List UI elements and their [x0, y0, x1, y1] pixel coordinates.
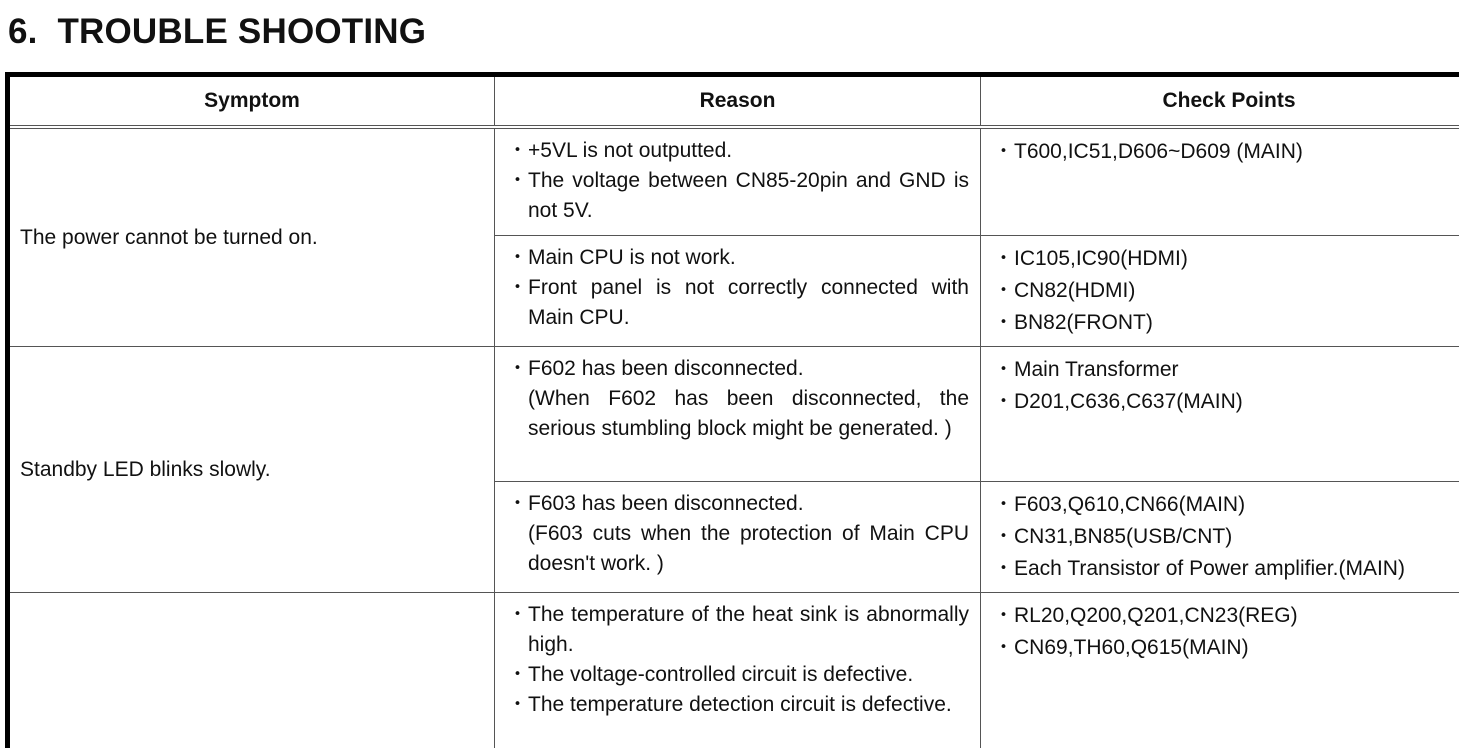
check-item [993, 307, 1459, 339]
reason-text: The temperature detection circuit is defective. [528, 693, 952, 716]
check-item [993, 386, 1459, 418]
reason-note: (When F602 has been disconnected, the serious stumbling block might be generated. ) [528, 387, 969, 440]
check-cell [981, 347, 1459, 482]
page-title: 6. TROUBLE SHOOTING [8, 12, 427, 51]
reason-cell [495, 347, 981, 482]
bullet-icon: ・ [507, 693, 528, 716]
check-item [993, 600, 1459, 632]
table-row [8, 127, 1459, 236]
check-text: F603,Q610,CN66(MAIN) [1014, 493, 1246, 516]
check-item [993, 243, 1459, 275]
table-row [8, 593, 1459, 748]
bullet-icon: ・ [507, 169, 528, 192]
reason-item [507, 273, 969, 333]
bullet-icon: ・ [507, 139, 528, 162]
reason-cell [495, 593, 981, 748]
header-symptom: Symptom [8, 75, 495, 128]
check-text: D201,C636,C637(MAIN) [1014, 390, 1243, 413]
bullet-icon: ・ [507, 492, 528, 515]
check-text: T600,IC51,D606~D609 (MAIN) [1014, 140, 1303, 163]
reason-note: (F603 cuts when the protection of Main CPU doesn't work. ) [528, 522, 969, 575]
bullet-icon: ・ [993, 311, 1014, 334]
bullet-icon: ・ [993, 140, 1014, 163]
reason-text: Main CPU is not work. [528, 246, 736, 269]
bullet-icon: ・ [993, 604, 1014, 627]
check-item [993, 521, 1459, 553]
bullet-icon: ・ [507, 603, 528, 626]
check-item [993, 275, 1459, 307]
table-row [8, 347, 1459, 482]
bullet-icon: ・ [507, 663, 528, 686]
header-reason: Reason [495, 75, 981, 128]
reason-text: F602 has been disconnected. [528, 357, 804, 380]
reason-item [507, 243, 969, 273]
header-check-points: Check Points [981, 75, 1459, 128]
check-cell [981, 482, 1459, 593]
bullet-icon: ・ [993, 525, 1014, 548]
reason-text: F603 has been disconnected. [528, 492, 804, 515]
reason-item [507, 690, 969, 720]
check-cell [981, 593, 1459, 748]
bullet-icon: ・ [993, 636, 1014, 659]
reason-text: The voltage-controlled circuit is defective. [528, 663, 914, 686]
reason-item [507, 489, 969, 579]
check-item [993, 632, 1459, 664]
check-text: Main Transformer [1014, 358, 1179, 381]
bullet-icon: ・ [993, 557, 1014, 580]
troubleshooting-table [5, 72, 1459, 748]
reason-item [507, 136, 969, 166]
reason-cell [495, 236, 981, 347]
reason-cell [495, 482, 981, 593]
reason-item [507, 354, 969, 444]
bullet-icon: ・ [507, 357, 528, 380]
check-text: CN31,BN85(USB/CNT) [1014, 525, 1233, 548]
check-item [993, 354, 1459, 386]
check-item [993, 553, 1459, 585]
header-row [8, 75, 1459, 128]
check-item [993, 136, 1459, 168]
symptom-cell: Standby LED blinks slowly. [8, 347, 495, 593]
reason-text: The voltage between CN85-20pin and GND is not 5V. [528, 169, 969, 222]
check-text: CN69,TH60,Q615(MAIN) [1014, 636, 1249, 659]
reason-text: The temperature of the heat sink is abnormally high. [528, 603, 969, 656]
check-cell [981, 236, 1459, 347]
bullet-icon: ・ [993, 247, 1014, 270]
check-text: BN82(FRONT) [1014, 311, 1153, 334]
bullet-icon: ・ [993, 358, 1014, 381]
reason-item [507, 166, 969, 226]
bullet-icon: ・ [507, 276, 528, 299]
check-item [993, 489, 1459, 521]
check-text: Each Transistor of Power amplifier.(MAIN) [1014, 557, 1405, 580]
check-text: IC105,IC90(HDMI) [1014, 247, 1188, 270]
reason-item [507, 600, 969, 660]
check-text: CN82(HDMI) [1014, 279, 1136, 302]
bullet-icon: ・ [993, 493, 1014, 516]
bullet-icon: ・ [993, 279, 1014, 302]
symptom-cell: The power cannot be turned on. [8, 127, 495, 347]
symptom-cell [8, 593, 495, 748]
reason-cell [495, 127, 981, 236]
reason-item [507, 660, 969, 690]
reason-text: Front panel is not correctly connected with Main CPU. [528, 276, 969, 329]
bullet-icon: ・ [993, 390, 1014, 413]
check-text: RL20,Q200,Q201,CN23(REG) [1014, 604, 1298, 627]
check-cell [981, 127, 1459, 236]
reason-text: +5VL is not outputted. [528, 139, 733, 162]
bullet-icon: ・ [507, 246, 528, 269]
